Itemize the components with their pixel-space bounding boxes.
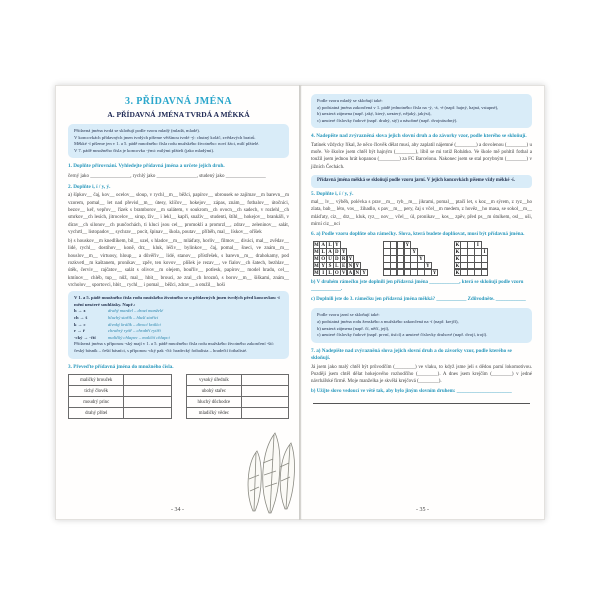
- table-row: [69, 408, 172, 419]
- table-row: [186, 375, 289, 386]
- crossword-cell: Ý: [341, 250, 346, 256]
- answer-blank-cell: [242, 408, 289, 419]
- exercise-6-question-c: c) Doplnili jste do 3. rámečku jen přídavná jména měkká? ____________ Zdůvodněte. ____________: [311, 296, 526, 302]
- crossword-cell: E: [340, 262, 348, 270]
- crossword-cell: Y: [321, 263, 326, 269]
- plural-table-left: [68, 374, 172, 419]
- crossword-cell: K: [455, 257, 460, 263]
- page-number-right: - 35 -: [416, 507, 429, 513]
- consonant-change-example: drahý manžel – drazí manželé: [108, 308, 164, 314]
- crossword-cell: Ý: [335, 243, 339, 249]
- crossword-cell: R: [341, 257, 346, 263]
- crossword-grid-k-i: [454, 242, 488, 276]
- infobox-line: a) podstatná jména zakončená v 1. pádě jednotného čísla na -ý, -á, -é (např. hajný, hajná, vstupné),: [317, 104, 499, 110]
- crossword-cell: D: [335, 257, 339, 263]
- consonant-change-list: [74, 308, 283, 341]
- consonant-change-row: [74, 315, 283, 322]
- crossword-cell: A: [328, 250, 332, 256]
- crossword-cell: A: [321, 243, 326, 249]
- crossword-cell: L: [319, 248, 327, 256]
- crossword-cell: V: [341, 270, 346, 276]
- infobox-intro: V 1. a 5. pádě množného čísla rodu mužského životného se u přídavných jmen tvrdých před koncovkou -í mění некteré souhlásky. Např.:: [74, 295, 280, 307]
- adjective-singular: moudrý princ: [69, 397, 124, 408]
- consonant-change-row: [74, 335, 283, 342]
- exercise-7-heading: 7. a) Nadepište nad zvýrazněná slova jejich slovní druh a do závorky vzor, podle kterého se skloňují.: [311, 347, 512, 362]
- crossword-cell: A: [348, 270, 353, 276]
- crossword-cell: M: [314, 270, 319, 276]
- exercise-1-fill-line: černý jako ________________, rychlý jako ________________, studený jako ________________: [68, 173, 266, 179]
- consonant-change-example: chrabrý rytíř – chrabří rytíři: [108, 328, 161, 334]
- crossword-cell: M: [314, 243, 319, 249]
- exercise-2-heading: 2. Doplňte i, í / y, ý.: [68, 183, 111, 190]
- crossword-grid-filled: [313, 242, 368, 276]
- infobox-line: c) некteré číslovky řadové (např. druhý, stý) a násobné (např. dvojnásobný).: [317, 117, 458, 123]
- adjective-singular: vysoký úředník: [186, 375, 242, 386]
- consonant-change-example: divoký králík – divocí králíci: [108, 321, 161, 327]
- crossword-cell: M: [314, 257, 319, 263]
- exercise-3-heading: 3. Převeďte přídavná jména do množného čísla.: [68, 363, 174, 370]
- answer-blank-cell: [124, 386, 171, 397]
- chapter-title: 3. PŘÍDAVNÁ JMÉNA: [125, 96, 232, 107]
- table-row: [186, 397, 289, 408]
- crossword-row: [454, 269, 488, 276]
- feathers-illustration: [243, 423, 297, 515]
- crossword-cell: Ý: [419, 257, 423, 263]
- infobox-line: Přídavná jména tvrdá se skloňují podle vzoru mladý (mladá, mladé).: [74, 128, 200, 133]
- exercise-4-paragraph: Tatínek vždycky říkal, že něco člověk dělat musí, aby zaplatil nájemné (________) a dovolenou (________) u moře. Ve školce jsem chtěl být hajným (________), líbil se mi totiž Robátko. Ve škole mě pohltil fotbal a toužil jsem jednou hrát kopanou (________) za FC Barcelonu. Nakonec jsem se stal porybným (________) v jižních Čechách.: [311, 142, 532, 170]
- consonant-change-row: [74, 308, 283, 315]
- consonant-change-rule: -cký → -čtí: [74, 334, 96, 340]
- crossword-cell: Ý: [348, 257, 353, 263]
- answer-blank-cell: [242, 375, 289, 386]
- crossword-cell: O: [321, 257, 326, 263]
- answer-writing-line: [313, 397, 530, 404]
- answer-blank-cell: [124, 408, 171, 419]
- consonant-change-example: maličký chlapec – maličtí chlapci: [108, 334, 170, 340]
- exercise-6-question-b: b) V druhém rámečku jste doplnili jen přídavná jména ____________, která se skloňují podle vzoru ____________.: [311, 279, 524, 293]
- table-row: [69, 386, 172, 397]
- crossword-cell: K: [455, 270, 460, 276]
- crossword-grids: [313, 242, 532, 276]
- exercise-5-heading: 5. Doplňte i, í / y, ý.: [311, 190, 354, 197]
- crossword-cell: K: [455, 263, 460, 269]
- infobox-line: Měkké -í píšeme jen v 1. a 5. pádě množného čísla rodu mužského životného: noví žáci, milí přátelé.: [74, 141, 260, 147]
- grammar-banner-mekka: Přídavná jména měkká se skloňují podle vzoru jarní. V jejich koncovkách píšeme vždy měkké -í.: [311, 175, 532, 188]
- crossword-cell: L: [326, 269, 334, 277]
- table-row: [69, 375, 172, 386]
- answer-blank-cell: [124, 397, 171, 408]
- crossword-cell: U: [328, 257, 332, 263]
- consonant-change-rule: r → ř: [74, 328, 85, 334]
- crossword-cell: L: [333, 262, 341, 270]
- page-crease: [299, 85, 302, 520]
- crossword-cell: O: [334, 270, 339, 276]
- crossword-cell: Ý: [425, 263, 430, 269]
- infobox-footer: Přídavná jména s příponou -ský mají v 1. a 5. pádě množného čísla rodu mužského životného zakončení -ští: český básník – čeští básníci, s příponou -cký pak -čtí: hradecký fotbalista – hradečtí fotbalisté.: [74, 341, 274, 353]
- grammar-infobox-souhlasky: [68, 291, 289, 358]
- infobox-line: b) некterá zájmena (např. čí, něčí, její),: [317, 325, 390, 331]
- answer-blank-cell: [124, 375, 171, 386]
- consonant-change-example: hluchý stařík – hluší staříci: [108, 315, 159, 321]
- exercise-7-paragraph: Já jsem jako malý chtěl být průvodčím (________) ve vlaku, to když jsme jeli s dědou parní lokomotivou. Později jsem chtěl dělat hokejového rozhodčího (________). A dnes jsem krejčím (________) v jedné návrhářské firmě. Moje manželka je skvělá krejčová (________).: [311, 364, 532, 385]
- infobox-line: Podle vzoru mladý se skloňují také:: [317, 98, 383, 103]
- page-number-left: - 34 -: [171, 507, 184, 513]
- infobox-line: a) podstatná jména rodu ženského a mužského zakončená na -í (např. krejčí),: [317, 318, 459, 324]
- book-spread: [55, 85, 545, 520]
- crossword-cell: K: [455, 250, 460, 256]
- crossword-cell: Ý: [405, 243, 410, 249]
- crossword-cell: K: [455, 243, 460, 249]
- grammar-infobox-vzor-jarni: [311, 308, 532, 342]
- crossword-grid-empty-y: [384, 242, 439, 276]
- plural-table-right: [186, 374, 290, 419]
- adjective-singular: ubohý stařec: [186, 386, 242, 397]
- exercise-2-paragraph-b: b) s houskov__m knedlíkem, bíl__ uzel, s hladov__m__ mláďaty, horliv__ filmov__ diváci, mal__ zvědav__ lidé, rychl__ dostihov__ koně, drz__ kluk, léčiv__ bylinkov__ čaj, pomal__ šneci, ve znám__m__ houslov__m__ virtuosy, hloup__ a důvěřiv__ lidé, stanov__ přístřešek, s barevn__m__ drahokamy, pod rozkvetl__m kaštanem, pronikav__ zpěv, ten kovov__ plíšek je rezav__, ve fialov__ch šatech, bezhlav__ útěk, červiv__ rajčatov__ salát s olivov__m olejem, bouřliv__ potlesk, papírov__ model hradu, cel__ kmínov__ chléb, tup__ nůž, mal__ hbit__ brouci, ze zral__ch hroznů, s borov__m__ šiškami, znám__ vrcholov__ sportovci, hbit__ rychl__ i pomal__ běžci, zdrav__ a otužil__ hoši: [68, 239, 289, 288]
- crossword-cell: Ý: [355, 263, 360, 269]
- consonant-change-rule: k → c: [74, 321, 86, 327]
- exercise-3-tables: [68, 374, 289, 419]
- infobox-line: c) некteré číslovky řadové (např. první, tisící) a некteré číslovky druhové (např. dvojí, trojí).: [317, 332, 488, 338]
- crossword-cell: Š: [326, 262, 334, 270]
- exercise-2-paragraph-a: a) šípkov__ čaj, kov__ ocelov__ sloup, v rychl__m__ běžci, papírov__ ubrousek se zajímav__m barevn__m vzorem, pomal__ let nad převisl__m__ útesy, klíčov__ hokejov__ zápas, znám__ fotbalov__ útočníci, bezov__ keř, vepřov__ řízek s bramborov__m salátem, v soukrom__ch ovocn__ch sadech, v rozlehl__ch smrkov__ch lesích, jitrocelov__ sirup, živ__ i lekl__ kapři, snaživ__ studenti, štíhl__ hokejov__ brankáři, v dírav__ch silonov__ch punčochách, ti kluci jsou cel__ promoklí a promrzl__, zdrav__ zeleninov__ salát, vychrtl__ listopadov__ sychrav__ pocit, špinav__ škola, poutav__ příběh, mal__ lískov__ oříšek: [68, 193, 289, 235]
- consonant-change-rule: h → z: [74, 308, 86, 314]
- infobox-line: b) некterá zájmena (např. jaký, který, некterý, nějaký, jakýsi),: [317, 111, 432, 117]
- crossword-cell: Ý: [362, 270, 366, 276]
- right-page: [300, 85, 545, 520]
- table-row: [186, 408, 289, 419]
- crossword-cell: Ý: [432, 270, 437, 276]
- crossword-cell: I: [319, 269, 327, 277]
- grammar-infobox-tvrda: [68, 124, 289, 158]
- crossword-cell: M: [314, 250, 319, 256]
- consonant-change-rule: ch → š: [74, 315, 88, 321]
- adjective-singular: maličký brouček: [69, 375, 124, 386]
- section-title: A. PŘÍDAVNÁ JMÉNA TVRDÁ A MĚKKÁ: [107, 110, 250, 119]
- left-page: [55, 85, 300, 520]
- exercise-4-heading: 4. Nadepište nad zvýrazněná slova jejich slovní druh a do závorky vzor, podle kterého se skloňují.: [311, 133, 527, 140]
- crossword-cell: Í: [474, 241, 482, 249]
- crossword-cell: D: [335, 250, 339, 256]
- crossword-cell: N: [355, 270, 360, 276]
- adjective-singular: drahý přítel: [69, 408, 124, 419]
- grammar-infobox-vzor-mlady: [311, 94, 532, 128]
- adjective-singular: tichý člověk: [69, 386, 124, 397]
- crossword-cell: M: [314, 263, 319, 269]
- adjective-singular: hluchý důchodce: [186, 397, 242, 408]
- crossword-cell: L: [326, 241, 334, 249]
- exercise-7-question-b: b) Užijte slovo vedoucí ve větě tak, aby bylo jiným slovním druhem: ______________________: [311, 388, 512, 394]
- consonant-change-row: [74, 328, 283, 335]
- crossword-cell: N: [348, 263, 353, 269]
- infobox-line: V koncovkách přídavných jmen tvrdých píšeme většinou tvrdé -ý: chutný koláč, zvědavých bratrů.: [74, 134, 256, 140]
- crossword-cell: [481, 269, 489, 277]
- exercise-5-paragraph: mal__ lv__ výběh, polévka s prav__m__ ryb__m__ jikrami, pomal__ ptačí let, s koz__m sýrem, z ryz__ho zlata, bab__ léto, vos__ žihadlo, s pav__m__ pery, čaj s včel__m medem, z hověz__ho masa, se sokol__m__ mláďaty, ciz__ drz__ kluk, ryz__ nov__ včel__ úl, pronikav__ kos__ zpěv, před ps__m útulkem, osl__ uši, mírní ciz__nci: [311, 200, 532, 227]
- infobox-line: Podle vzoru jarní se skloňují také:: [317, 312, 380, 318]
- exercise-6-heading: 6. a) Podle vzoru doplňte oba rámečky. Slova, která budete doplňovat, musí být přídavná jména.: [311, 231, 525, 238]
- answer-blank-cell: [242, 386, 289, 397]
- table-row: [186, 386, 289, 397]
- crossword-row: [313, 269, 368, 276]
- exercise-1-heading: 1. Doplňte přirovnání. Vyhledejte přídavná jména a určete jejich druh.: [68, 163, 225, 170]
- answer-blank-cell: [242, 397, 289, 408]
- infobox-line: V 7. pádě množného čísla je koncovka -ými: milými přáteli (jako mladými).: [74, 147, 215, 153]
- crossword-cell: Í: [481, 248, 489, 256]
- adjective-singular: mladičký vědec: [186, 408, 242, 419]
- table-row: [69, 397, 172, 408]
- crossword-cell: Ý: [412, 250, 416, 256]
- crossword-row: [384, 269, 439, 276]
- consonant-change-row: [74, 322, 283, 329]
